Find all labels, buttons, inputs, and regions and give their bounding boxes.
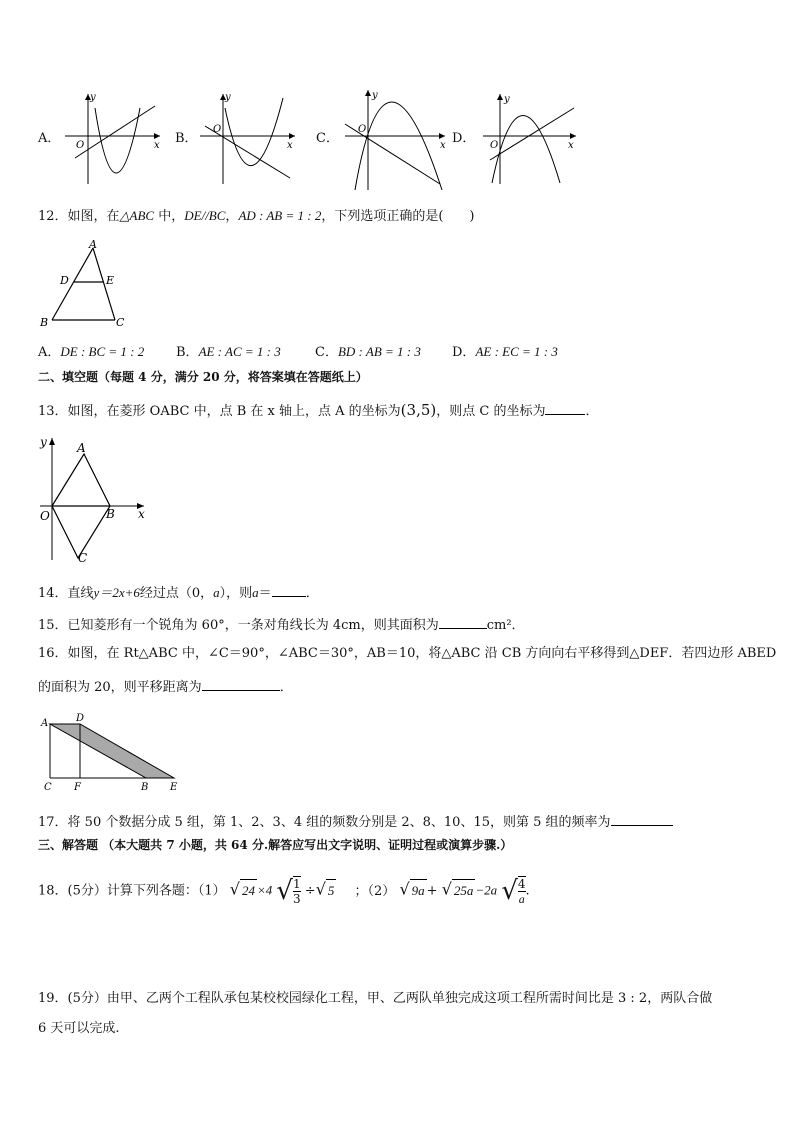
svg-text:O: O: [40, 509, 50, 523]
question-15: 15．已知菱形有一个锐角为 60°，一条对角线长为 4cm，则其面积为 cm²．: [38, 614, 525, 635]
question-12-option-b: B．AE : AC = 1 : 3: [176, 344, 281, 360]
svg-text:A: A: [41, 718, 49, 729]
answer-blank[interactable]: [202, 676, 280, 691]
svg-text:B: B: [40, 316, 49, 329]
section-2-title: 二、填空题（每题 4 分，满分 20 分，将答案填在答题纸上）: [38, 370, 368, 384]
svg-text:y: y: [372, 90, 378, 101]
svg-text:x: x: [287, 140, 293, 151]
option-d-label: D．: [452, 131, 476, 146]
question-14: 14．直线y＝2x+6经过点（0，a），则a＝ ．: [38, 582, 319, 603]
svg-text:O: O: [490, 140, 499, 151]
svg-text:A: A: [77, 441, 86, 455]
svg-text:D: D: [76, 713, 85, 724]
question-19-line-2: 6 天可以完成.: [38, 1021, 120, 1036]
question-12-option-c: C．BD : AB = 1 : 3: [315, 344, 421, 360]
answer-blank[interactable]: [439, 614, 487, 629]
question-12-figure: [38, 238, 133, 330]
svg-text:E: E: [170, 782, 178, 793]
svg-text:x: x: [154, 140, 160, 151]
svg-text:O: O: [358, 124, 367, 135]
question-17: 17．将 50 个数据分成 5 组，第 1、2、3、4 组的频数分别是 2、8、10、15，则第 5 组的频率为: [38, 811, 673, 832]
question-16-line-2: 的面积为 20，则平移距离为 ．: [38, 676, 293, 697]
question-16-line-1: 16．如图，在 Rt△ABC 中，∠C＝90°，∠ABC＝30°，AB＝10，将△ABC 沿 CB 方向向右平移得到△DEF．若四边形 ABED: [38, 646, 777, 661]
question-12-option-a: A．DE : BC = 1 : 2: [38, 344, 145, 360]
question-13-stem: 13．如图，在菱形 OABC 中，点 B 在 x 轴上，点 A 的坐标为(3,5)，则点 C 的坐标为 ．: [38, 401, 599, 419]
question-19-line-1: 19．(5分）由甲、乙两个工程队承包某校校园绿化工程，甲、乙两队单独完成这项工程所需时间比是 3 : 2，两队合做: [38, 991, 713, 1006]
fraction: $\frac{1}{3}$: [293, 877, 301, 906]
svg-text:C: C: [78, 551, 88, 564]
svg-text:y: y: [90, 92, 96, 103]
question-13-figure: [36, 434, 156, 564]
svg-text:A: A: [89, 238, 97, 251]
fraction: $\frac{4}{a}$: [517, 877, 526, 906]
answer-blank[interactable]: [545, 400, 585, 415]
answer-blank[interactable]: [272, 582, 306, 597]
svg-text:C: C: [116, 316, 125, 329]
option-d-graph: [478, 88, 583, 188]
svg-text:y: y: [40, 435, 47, 449]
question-12-stem: 12．如图，在△ABC 中，DE//BC，AD : AB = 1 : 2，下列选项正确的是( ): [38, 208, 475, 224]
svg-text:O: O: [76, 140, 85, 151]
svg-text:O: O: [213, 124, 222, 135]
svg-text:B: B: [141, 782, 149, 793]
svg-text:E: E: [106, 274, 115, 287]
svg-text:C: C: [44, 782, 52, 793]
svg-text:D: D: [60, 274, 69, 287]
svg-text:x: x: [568, 140, 574, 151]
question-12-option-d: D．AE : EC = 1 : 3: [452, 344, 558, 360]
option-c-label: C．: [316, 131, 339, 146]
option-b-label: B．: [175, 131, 198, 146]
option-c-graph: [340, 84, 450, 194]
question-18: 18．(5分）计算下列各题：（1） √ 24 ×4 √ $\frac{1}{3}$ ÷√ 5 ；（2） √ 9a + √ 25a −2a √ $\frac{4}{a}$ .: [38, 876, 530, 906]
option-a-graph: [60, 88, 170, 188]
svg-text:F: F: [74, 782, 81, 793]
svg-text:x: x: [440, 140, 446, 151]
svg-text:B: B: [106, 507, 115, 521]
svg-text:x: x: [138, 507, 145, 521]
section-3-title: 三、解答题 （本大题共 7 小题，共 64 分.解答应写出文字说明、证明过程或演算步骤.）: [38, 838, 513, 852]
option-a-label: A．: [38, 131, 61, 146]
option-b-graph: [195, 88, 305, 188]
svg-text:y: y: [504, 94, 510, 105]
question-16-figure: [38, 712, 183, 794]
answer-blank[interactable]: [611, 811, 673, 826]
svg-text:y: y: [225, 92, 231, 103]
